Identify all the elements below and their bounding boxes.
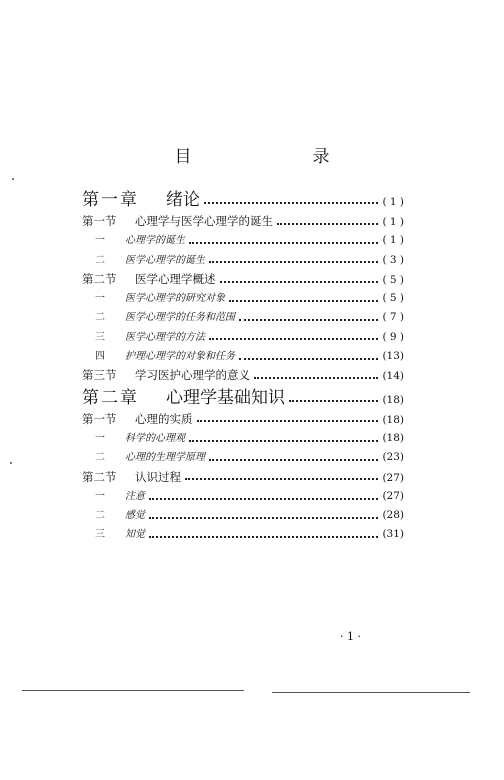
toc-entry-title: 心理的实质 xyxy=(135,411,193,426)
dot-leader xyxy=(149,536,378,538)
toc-entry-page: ( 1 ) xyxy=(382,196,404,208)
toc-entry-item xyxy=(82,308,404,327)
toc-entry-title: 医学心理学的诞生 xyxy=(125,254,205,266)
toc-entry-page: (18) xyxy=(382,393,404,406)
toc-entry-number: 第一章 xyxy=(82,190,139,210)
page-number: · 1 · xyxy=(340,630,361,643)
dot-leader xyxy=(149,498,378,500)
toc-entry-item xyxy=(82,506,404,525)
toc-entry-number: 二 xyxy=(95,510,105,522)
toc-entry-title: 护理心理学的对象和任务 xyxy=(125,351,235,363)
toc-entry-section xyxy=(82,366,404,385)
toc-entry-title: 医学心理学的方法 xyxy=(125,331,205,343)
scan-rule-left xyxy=(22,690,244,691)
toc-entry-page: ( 1 ) xyxy=(382,216,404,228)
toc-entry-title: 认识过程 xyxy=(135,469,181,484)
toc-entry-page: (18) xyxy=(382,413,404,426)
toc-entry-item xyxy=(82,347,404,366)
toc-entry-item xyxy=(82,289,404,308)
dot-leader xyxy=(149,517,378,519)
toc-entry-title: 心理的生理学原理 xyxy=(125,452,205,464)
toc-entry-number: 三 xyxy=(95,529,105,541)
dot-leader xyxy=(189,242,378,244)
toc-entry-chapter xyxy=(82,386,404,410)
toc-entry-number: 一 xyxy=(95,235,105,247)
toc-entry-page: ( 5 ) xyxy=(382,292,404,305)
toc-entry-number: 第一节 xyxy=(82,411,117,426)
toc-entry-item xyxy=(82,487,404,506)
toc-entry-item xyxy=(82,429,404,448)
toc-entry-number: 第二节 xyxy=(82,469,117,484)
toc-entry-number: 第一节 xyxy=(82,214,117,228)
toc-entry-title: 知觉 xyxy=(125,529,145,541)
toc-entry-chapter xyxy=(82,188,404,212)
toc-entry-page: (27) xyxy=(382,471,404,484)
toc-entry-number: 二 xyxy=(95,312,105,324)
dot-leader xyxy=(277,223,378,225)
dot-leader xyxy=(189,440,378,442)
toc-entry-page: ( 5 ) xyxy=(382,273,404,286)
toc-entry-page: ( 1 ) xyxy=(382,234,404,247)
toc-entry-page: (31) xyxy=(382,528,404,541)
toc-entry-number: 第二章 xyxy=(82,387,139,408)
scan-rule-right xyxy=(272,692,470,693)
toc-entry-item xyxy=(82,251,404,270)
dot-leader xyxy=(254,377,378,379)
toc-entry-title: 医学心理学概述 xyxy=(135,271,216,286)
toc-entry-number: 一 xyxy=(95,490,105,502)
toc-entry-page: (23) xyxy=(382,451,404,464)
dot-leader xyxy=(197,420,379,422)
toc-entry-item xyxy=(82,448,404,467)
dot-leader xyxy=(239,319,378,321)
toc-entry-page: (27) xyxy=(382,489,404,502)
toc-entry-section xyxy=(82,410,404,429)
toc-entry-title: 注意 xyxy=(125,490,145,502)
dot-leader xyxy=(209,338,378,340)
toc-entry-number: 二 xyxy=(95,254,105,266)
toc-entry-page: ( 3 ) xyxy=(382,253,404,266)
scan-speck xyxy=(10,462,12,464)
toc-entry-section xyxy=(82,212,404,231)
toc-entry-number: 第二节 xyxy=(82,271,117,286)
dot-leader xyxy=(289,400,378,402)
toc-entry-number: 二 xyxy=(95,452,105,464)
toc-entry-title: 心理学基础知识 xyxy=(166,387,285,408)
dot-leader xyxy=(229,300,378,302)
toc-entry-title: 科学的心理观 xyxy=(125,432,185,444)
toc-entry-title: 学习医护心理学的意义 xyxy=(135,368,250,383)
toc-entry-page: (18) xyxy=(382,431,404,444)
toc-entry-number: 第三节 xyxy=(82,368,117,383)
toc-entry-title: 心理学的诞生 xyxy=(125,235,185,247)
toc-entry-title: 医学心理学的研究对象 xyxy=(125,293,225,305)
dot-leader xyxy=(209,261,378,263)
toc-entry-section xyxy=(82,468,404,487)
scan-speck xyxy=(12,178,14,180)
toc-title: 目 录 xyxy=(174,147,382,167)
toc-entry-page: (28) xyxy=(382,509,404,522)
toc-entry-title: 绪论 xyxy=(166,190,200,210)
toc-entry-item xyxy=(82,525,404,544)
toc-entry-page: (14) xyxy=(382,370,404,383)
toc-entry-title: 心理学与医学心理学的诞生 xyxy=(135,214,273,228)
toc-entry-number: 一 xyxy=(95,432,105,444)
dot-leader xyxy=(209,459,378,461)
toc-entry-page: (13) xyxy=(382,350,404,363)
dot-leader xyxy=(220,281,379,283)
toc-entry-number: 四 xyxy=(95,351,105,363)
toc-entry-item xyxy=(82,328,404,347)
toc-entry-item xyxy=(82,231,404,250)
toc-entry-number: 三 xyxy=(95,331,105,343)
dot-leader xyxy=(185,478,378,480)
dot-leader xyxy=(239,358,378,360)
toc-entry-page: ( 7 ) xyxy=(382,311,404,324)
toc-entry-page: ( 9 ) xyxy=(382,330,404,343)
toc-entry-section xyxy=(82,270,404,289)
toc-entry-title: 医学心理学的任务和范围 xyxy=(125,312,235,324)
toc-entry-title: 感觉 xyxy=(125,510,145,522)
dot-leader xyxy=(204,202,378,204)
table-of-contents xyxy=(82,188,404,545)
toc-entry-number: 一 xyxy=(95,293,105,305)
